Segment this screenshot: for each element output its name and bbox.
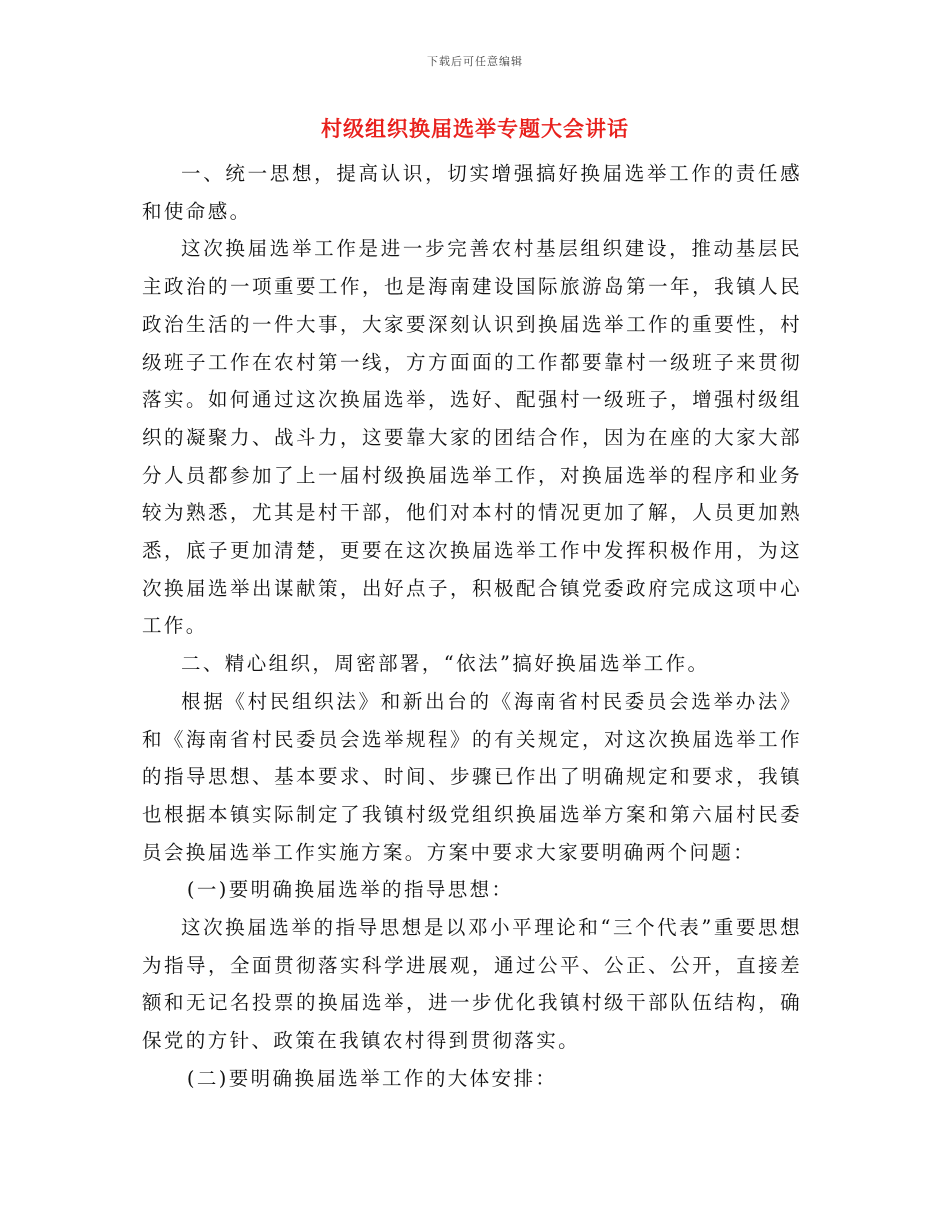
document-title: 村级组织换届选举专题大会讲话 — [321, 116, 629, 141]
section-heading-2: 二、精心组织，周密部署，“依法”搞好换届选举工作。 — [181, 652, 710, 676]
body-paragraph: 根据《村民组织法》和新出台的《海南省村民委员会选举办法》和《海南省村民委员会选举规程》的有关规定，对这次换届选举工作的指导思想、基本要求、时间、步骤已作出了明确规定和要求，我镇也根据本镇实际制定了我镇村级党组织换届选举方案和第六届村民委员会换届选举工作实施方案。方案中要求大家要明确两个问题： — [142, 689, 802, 864]
body-paragraph: 这次换届选举的指导思想是以邓小平理论和“三个代表”重要思想为指导，全面贯彻落实科学进展观，通过公平、公正、公开，直接差额和无记名投票的换届选举，进一步优化我镇村级干部队伍结构，确保党的方针、政策在我镇农村得到贯彻落实。 — [142, 916, 802, 1053]
document-body — [142, 155, 802, 1098]
subsection-heading-2: (二)要明确换届选举工作的大体安排： — [186, 1066, 558, 1090]
header-note: 下载后可任意编辑 — [427, 55, 523, 68]
body-paragraph: 这次换届选举工作是进一步完善农村基层组织建设，推动基层民主政治的一项重要工作，也是海南建设国际旅游岛第一年，我镇人民政治生活的一件大事，大家要深刻认识到换届选举工作的重要性，村级班子工作在农村第一线，方方面面的工作都要靠村一级班子来贯彻落实。如何通过这次换届选举，选好、配强村一级班子，增强村级组织的凝聚力、战斗力，这要靠大家的团结合作，因为在座的大家大部分人员都参加了上一届村级换届选举工作，对换届选举的程序和业务较为熟悉，尤其是村干部，他们对本村的情况更加了解，人员更加熟悉，底子更加清楚，更要在这次换届选举工作中发挥积极作用，为这次换届选举出谋献策，出好点子，积极配合镇党委政府完成这项中心工作。 — [142, 237, 802, 638]
section-heading-1: 一、统一思想，提高认识，切实增强搞好换届选举工作的责任感和使命感。 — [142, 162, 802, 223]
subsection-heading-1: (一)要明确换届选举的指导思想： — [186, 878, 514, 902]
